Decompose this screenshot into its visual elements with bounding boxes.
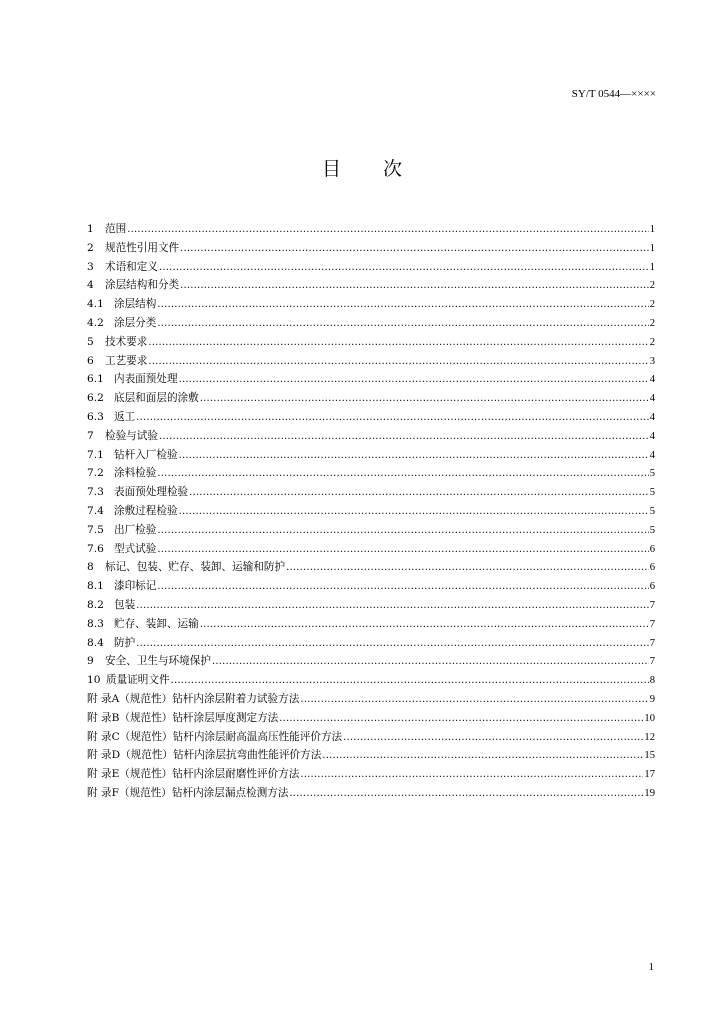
toc-appendix-entry[interactable] — [87, 729, 655, 748]
appendix-page: 19 — [644, 787, 655, 799]
dot-leader — [159, 431, 649, 442]
toc-entry-number: 7.3 — [87, 486, 104, 499]
toc-entry-page: 5 — [649, 468, 655, 480]
toc-entry-number: 6.2 — [87, 392, 104, 405]
toc-entry-label: 钻杆入厂检验 — [114, 448, 178, 461]
dot-leader — [127, 224, 649, 235]
dot-leader — [300, 769, 643, 780]
document-code: SY/T 0544—×××× — [571, 88, 656, 100]
appendix-label: 钻杆涂层厚度测定方法 — [172, 711, 279, 724]
toc-entry-page: 2 — [649, 317, 655, 329]
toc-entry-label: 术语和定义 — [105, 260, 158, 273]
toc-entry-label: 包装 — [114, 598, 136, 611]
toc-entry-number: 4.1 — [87, 298, 104, 311]
toc-entry-page: 8 — [649, 675, 655, 687]
toc-entry[interactable] — [87, 240, 655, 259]
toc-entry-page: 7 — [649, 656, 655, 668]
toc-entry-label: 涂层结构和分类 — [105, 279, 180, 292]
toc-entry[interactable] — [87, 653, 655, 672]
dot-leader — [136, 412, 649, 423]
toc-entry[interactable] — [87, 334, 655, 353]
dot-leader — [159, 262, 649, 273]
toc-entry-label: 涂层分类 — [114, 316, 157, 329]
toc-entry-page: 6 — [649, 562, 655, 574]
dot-leader — [157, 581, 648, 592]
dot-leader — [343, 732, 643, 743]
toc-entry-number: 8.2 — [87, 598, 104, 611]
toc-entry-label: 表面预处理检验 — [114, 486, 189, 499]
toc-entry-number: 7.4 — [87, 504, 104, 517]
toc-entry-number: 8.4 — [87, 636, 104, 649]
dot-leader — [179, 450, 649, 461]
toc-entry-label: 范围 — [105, 223, 127, 235]
toc-entry[interactable] — [87, 597, 655, 616]
appendix-prefix: 附 录 — [87, 711, 112, 724]
dot-leader — [179, 374, 649, 385]
toc-entry[interactable] — [87, 221, 655, 240]
appendix-letter: D — [111, 749, 121, 762]
dot-leader — [157, 525, 648, 536]
appendix-prefix: 附 录 — [87, 768, 112, 781]
dot-leader — [179, 506, 649, 517]
toc-entry-page: 2 — [649, 299, 655, 311]
toc-entry[interactable] — [87, 559, 655, 578]
toc-entry-number: 6.1 — [87, 373, 104, 386]
appendix-letter: A — [111, 692, 120, 705]
dot-leader — [200, 393, 649, 404]
dot-leader — [157, 468, 648, 479]
toc-appendix-entry[interactable] — [87, 747, 655, 766]
toc-entry[interactable] — [87, 447, 655, 466]
dot-leader — [300, 694, 648, 705]
dot-leader — [212, 656, 649, 667]
dot-leader — [136, 638, 649, 649]
appendix-type: （规范性） — [118, 786, 172, 799]
toc-entry-number: 6 — [87, 354, 94, 367]
toc-entry-page: 4 — [649, 430, 655, 442]
appendix-letter: B — [111, 711, 120, 724]
toc-entry[interactable] — [87, 465, 655, 484]
toc-entry-page: 6 — [649, 543, 655, 555]
toc-entry[interactable] — [87, 484, 655, 503]
dot-leader — [180, 280, 649, 291]
appendix-page: 15 — [644, 750, 655, 762]
dot-leader — [279, 713, 643, 724]
toc-entry-label: 涂敷过程检验 — [114, 504, 178, 517]
toc-entry-label: 标记、包装、贮存、装卸、运输和防护 — [105, 561, 286, 574]
toc-appendix-entry[interactable] — [87, 766, 655, 785]
toc-entry-page: 2 — [649, 336, 655, 348]
toc-entry-label: 工艺要求 — [105, 354, 148, 367]
toc-entry-label: 规范性引用文件 — [105, 241, 180, 254]
appendix-type: （规范性） — [119, 730, 173, 743]
toc-entry-page: 7 — [649, 618, 655, 630]
toc-entry-label: 质量证明文件 — [106, 674, 170, 687]
toc-entry[interactable] — [87, 390, 655, 409]
toc-entry-number: 10 — [87, 674, 101, 687]
toc-entry[interactable] — [87, 503, 655, 522]
toc-entry-label: 返工 — [114, 410, 136, 423]
toc-entry-number: 4 — [87, 279, 94, 292]
toc-entry[interactable] — [87, 353, 655, 372]
dot-leader — [286, 562, 649, 573]
dot-leader — [148, 356, 648, 367]
toc-entry-page: 5 — [649, 487, 655, 499]
toc-entry-label: 漆印标记 — [114, 580, 157, 593]
appendix-prefix: 附 录 — [87, 692, 112, 705]
toc-entry[interactable] — [87, 672, 655, 691]
table-of-contents — [87, 221, 655, 804]
toc-entry-page: 7 — [649, 637, 655, 649]
toc-entry[interactable] — [87, 409, 655, 428]
toc-entry-number: 9 — [87, 655, 94, 668]
toc-entry-page: 4 — [649, 449, 655, 461]
toc-entry-number: 7.6 — [87, 542, 104, 555]
toc-entry-number: 2 — [87, 241, 94, 254]
toc-entry-page: 5 — [649, 505, 655, 517]
toc-entry-number: 7.5 — [87, 523, 104, 536]
toc-entry-label: 型式试验 — [114, 542, 157, 555]
toc-entry-label: 贮存、装卸、运输 — [114, 617, 199, 630]
toc-entry-page: 4 — [649, 393, 655, 405]
appendix-prefix: 附 录 — [87, 786, 112, 799]
appendix-type: （规范性） — [119, 692, 173, 705]
toc-entry-number: 8 — [87, 561, 94, 574]
dot-leader — [136, 600, 649, 611]
appendix-page: 9 — [649, 693, 655, 705]
toc-entry-number: 7 — [87, 429, 94, 442]
appendix-prefix: 附 录 — [87, 749, 112, 762]
toc-entry-number: 4.2 — [87, 316, 104, 329]
page-title: 目次 — [321, 158, 444, 180]
appendix-page: 17 — [644, 769, 655, 781]
appendix-label: 钻杆内涂层漏点检测方法 — [171, 786, 289, 799]
appendix-label: 钻杆内涂层耐高温高压性能评价方法 — [172, 730, 343, 743]
appendix-type: （规范性） — [119, 768, 173, 781]
dot-leader — [189, 487, 649, 498]
toc-entry-number: 7.2 — [87, 467, 104, 480]
toc-entry-label: 防护 — [114, 636, 136, 649]
toc-entry-page: 1 — [649, 261, 655, 273]
toc-entry-number: 1 — [87, 223, 94, 235]
toc-entry-page: 1 — [649, 242, 655, 254]
dot-leader — [180, 243, 649, 254]
toc-entry-label: 技术要求 — [105, 335, 148, 348]
toc-appendix-entry[interactable] — [87, 710, 655, 729]
appendix-label: 钻杆内涂层抗弯曲性能评价方法 — [173, 749, 322, 762]
dot-leader — [322, 750, 643, 761]
toc-entry-page: 4 — [649, 411, 655, 423]
dot-leader — [148, 337, 648, 348]
toc-entry-page: 3 — [649, 355, 655, 367]
dot-leader — [289, 788, 643, 799]
toc-entry[interactable] — [87, 616, 655, 635]
dot-leader — [171, 675, 649, 686]
toc-entry-page: 6 — [649, 581, 655, 593]
toc-entry[interactable] — [87, 277, 655, 296]
toc-entry-number: 6.3 — [87, 410, 104, 423]
toc-entry[interactable] — [87, 315, 655, 334]
toc-entry-label: 底层和面层的涂敷 — [114, 392, 199, 405]
page-number: 1 — [648, 961, 654, 973]
toc-entry[interactable] — [87, 296, 655, 315]
toc-entry[interactable] — [87, 541, 655, 560]
appendix-label: 钻杆内涂层附着力试验方法 — [172, 692, 300, 705]
toc-entry-number: 7.1 — [87, 448, 104, 461]
toc-entry[interactable] — [87, 259, 655, 278]
appendix-letter: C — [111, 730, 120, 743]
toc-entry-label: 安全、卫生与环境保护 — [105, 655, 211, 668]
appendix-letter: F — [111, 786, 119, 799]
toc-entry-number: 8.1 — [87, 580, 104, 593]
toc-entry-number: 5 — [87, 335, 94, 348]
toc-entry-page: 5 — [649, 524, 655, 536]
toc-entry-number: 3 — [87, 260, 94, 273]
toc-entry-number: 8.3 — [87, 617, 104, 630]
appendix-page: 12 — [644, 731, 655, 743]
dot-leader — [200, 619, 649, 630]
toc-appendix-entry[interactable] — [87, 691, 655, 710]
appendix-type: （规范性） — [120, 749, 174, 762]
toc-entry-label: 出厂检验 — [114, 523, 157, 536]
appendix-prefix: 附 录 — [87, 730, 112, 743]
toc-entry-label: 内表面预处理 — [114, 373, 178, 386]
dot-leader — [157, 299, 648, 310]
toc-entry-label: 涂料检验 — [114, 467, 157, 480]
toc-entry-label: 检验与试验 — [105, 429, 158, 442]
toc-entry-page: 2 — [649, 280, 655, 292]
toc-entry[interactable] — [87, 522, 655, 541]
toc-entry-page: 1 — [649, 224, 655, 235]
appendix-letter: E — [111, 768, 120, 781]
toc-entry[interactable] — [87, 635, 655, 654]
toc-entry[interactable] — [87, 578, 655, 597]
dot-leader — [157, 544, 648, 555]
toc-entry[interactable] — [87, 371, 655, 390]
toc-entry[interactable] — [87, 428, 655, 447]
dot-leader — [157, 318, 648, 329]
toc-appendix-entry[interactable] — [87, 785, 655, 804]
toc-entry-page: 7 — [649, 599, 655, 611]
appendix-label: 钻杆内涂层耐磨性评价方法 — [172, 768, 300, 781]
toc-entry-page: 4 — [649, 374, 655, 386]
appendix-type: （规范性） — [119, 711, 173, 724]
appendix-page: 10 — [644, 712, 655, 724]
toc-entry-label: 涂层结构 — [114, 298, 157, 311]
